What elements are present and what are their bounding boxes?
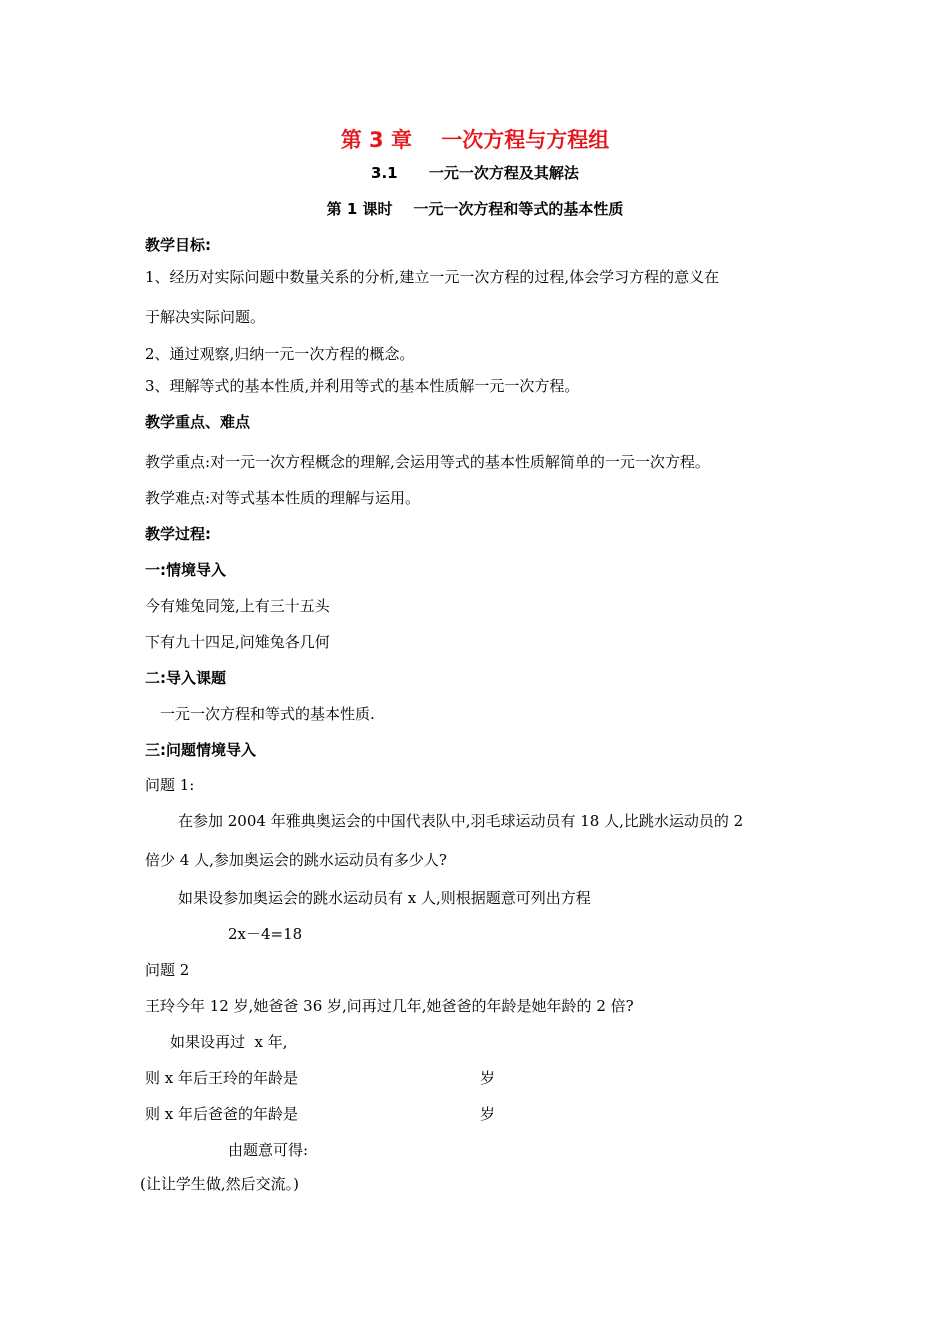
process-heading: 教学过程: (145, 525, 211, 543)
question1-text-a: 在参加 2004 年雅典奥运会的中国代表队中,羽毛球运动员有 18 人,比跳水运动员的 2 (178, 812, 744, 830)
question1-equation: 2x－4=18 (228, 925, 303, 943)
goal-item-1a: 1、经历对实际问题中数量关系的分析,建立一元一次方程的过程,体会学习方程的意义在 (145, 268, 720, 286)
chapter-title: 第 3 章 一次方程与方程组 (340, 128, 610, 152)
question2-label: 问题 2 (145, 961, 190, 979)
part1-heading: 一:情境导入 (145, 561, 226, 579)
part2-line-1: 一元一次方程和等式的基本性质. (160, 705, 375, 723)
question2-line-1: 则 x 年后王玲的年龄是 (145, 1069, 298, 1087)
question2-setup: 如果设再过 x 年, (170, 1033, 288, 1051)
section-title: 3.1 一元一次方程及其解法 (371, 164, 579, 182)
lesson-title: 第 1 课时 一元一次方程和等式的基本性质 (326, 200, 624, 218)
goals-heading: 教学目标: (145, 236, 211, 254)
question1-setup: 如果设参加奥运会的跳水运动员有 x 人,则根据题意可列出方程 (178, 889, 591, 907)
question2-conclusion: 由题意可得: (228, 1141, 309, 1159)
question2-line-1-unit: 岁 (480, 1069, 496, 1087)
question2-note: (让让学生做,然后交流。) (140, 1175, 299, 1193)
question2-line-2-unit: 岁 (480, 1105, 496, 1123)
goal-item-3: 3、理解等式的基本性质,并利用等式的基本性质解一元一次方程。 (145, 377, 580, 395)
goal-item-2: 2、通过观察,归纳一元一次方程的概念。 (145, 345, 415, 363)
part3-heading: 三:问题情境导入 (145, 741, 256, 759)
part1-line-2: 下有九十四足,问雉兔各几何 (145, 633, 330, 651)
difficulty-text: 教学难点:对等式基本性质的理解与运用。 (145, 489, 421, 507)
keypoints-heading: 教学重点、难点 (145, 413, 251, 431)
question1-label: 问题 1: (145, 776, 195, 794)
part1-line-1: 今有雉兔同笼,上有三十五头 (145, 597, 330, 615)
question1-text-b: 倍少 4 人,参加奥运会的跳水运动员有多少人? (145, 851, 447, 869)
part2-heading: 二:导入课题 (145, 669, 226, 687)
question2-line-2: 则 x 年后爸爸的年龄是 (145, 1105, 298, 1123)
goal-item-1b: 于解决实际问题。 (145, 308, 266, 326)
question2-text: 王玲今年 12 岁,她爸爸 36 岁,问再过几年,她爸爸的年龄是她年龄的 2 倍? (145, 997, 634, 1015)
focus-text: 教学重点:对一元一次方程概念的理解,会运用等式的基本性质解简单的一元一次方程。 (145, 453, 710, 471)
